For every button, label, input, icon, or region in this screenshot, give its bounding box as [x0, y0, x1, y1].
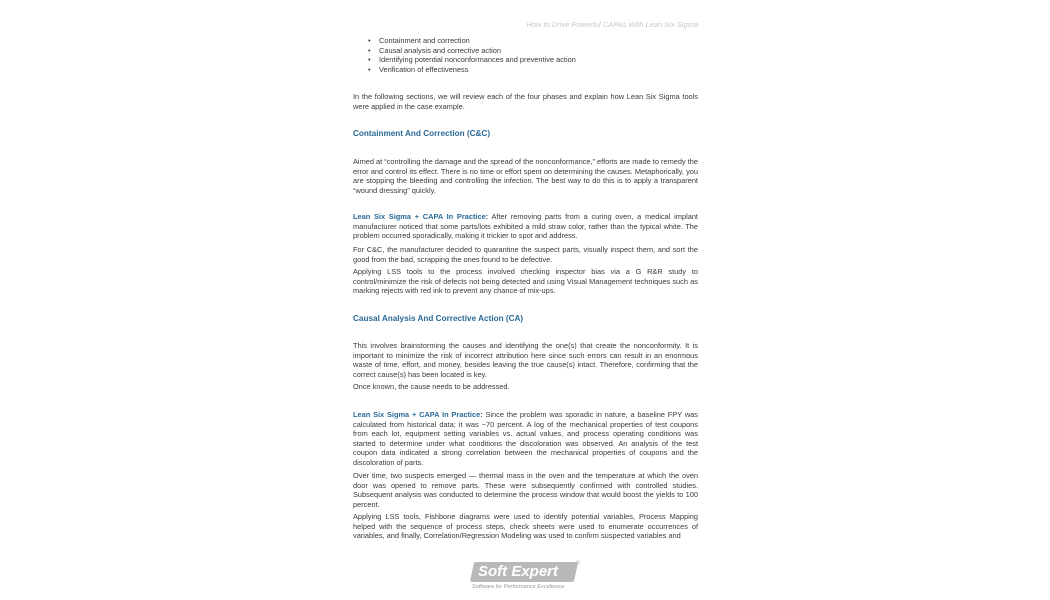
running-header: How to Drive Powerful CAPAs With Lean Six Sigma: [526, 20, 698, 29]
ca-practice-paragraph: [353, 410, 698, 468]
intro-paragraph: In the following sections, we will review each of the four phases and explain how Lean Six Sigma tools were applied in the case example.: [353, 92, 698, 111]
cc-practice-paragraph: [353, 212, 698, 241]
logo-wordmark: Soft Expert: [478, 563, 559, 580]
ca-paragraph-2: Once known, the cause needs to be addressed.: [353, 382, 510, 391]
practice-text: After removing parts from a curing oven, a medical implant manufacturer noticed that some parts/lots exhibited a mild straw color, rather than the typical white. The problem occurred sporadically, making it trickier to spot and address.: [353, 212, 698, 241]
list-item: • Containment and correction: [379, 36, 576, 46]
section-heading-ca: Causal Analysis And Corrective Action (CA): [353, 314, 524, 323]
cc-paragraph-1: Aimed at “controlling the damage and the spread of the nonconformance,” efforts are made to remedy the error and control its effect. There is no time or effort spent on determining the causes. Metaphorically, you are stopping the bleeding and controlling the infection. The best way to do this is to apply a transparent “wound dressing” quickly.: [353, 157, 698, 195]
cc-paragraph-3: Applying LSS tools to the process involved checking inspector bias via a G R&R study to control/minimize the risk of defects not being detected and using Visual Management techniques such as marking rejects with red ink to prevent any chance of mix-ups.: [353, 267, 698, 296]
ca-paragraph-3: Over time, two suspects emerged — thermal mass in the oven and the temperature at which the oven door was opened to remove parts. These were subsequently confirmed with controlled studies. Subsequent analysis was conducted to determine the process window that would boost the yields to 100 percent.: [353, 471, 698, 509]
logo-tagline: Software for Performance Excellence: [472, 584, 565, 590]
registered-mark: ®: [576, 561, 581, 567]
practice-lead: Lean Six Sigma + CAPA In Practice:: [353, 212, 489, 221]
list-item: • Causal analysis and corrective action: [379, 46, 576, 56]
cc-paragraph-2: For C&C, the manufacturer decided to quarantine the suspect parts, visually inspect them, and sort the good from the bad, scrapping the ones found to be defective.: [353, 245, 698, 264]
phase-list: [353, 36, 576, 74]
practice-lead: Lean Six Sigma + CAPA In Practice:: [353, 410, 483, 419]
ca-paragraph-4: Applying LSS tools, Fishbone diagrams were used to identify potential variables, Process Mapping helped with the sequence of process steps, check sheets were used to enumerate occurrences of variables, and finally, Correlation/Regression Modeling was used to confirm suspected variables and: [353, 512, 698, 541]
practice-text: Since the problem was sporadic in nature, a baseline FPY was calculated from historical data; it was ~70 percent. A log of the mechanical properties of test coupons from each lot, equipment setting variables vs. actual values, and process operating conditions was started to determine under what conditions the discoloration was observed. An analysis of the test coupon data indicated a strong correlation between the mechanical properties of coupons and the discoloration of parts.: [353, 410, 698, 467]
ca-paragraph-1: This involves brainstorming the causes and identifying the one(s) that create the nonconformity. It is important to minimize the risk of incorrect attribution here since such errors can result in an enormous waste of time, effort, and money, besides leaving the true cause(s) intact. Therefore, confirming that the correct cause(s) has been located is key.: [353, 341, 698, 379]
document-page: [353, 0, 698, 600]
list-item: • Identifying potential nonconformances and preventive action: [379, 55, 576, 65]
softexpert-logo: [472, 562, 582, 594]
list-item: • Verification of effectiveness: [379, 65, 576, 75]
section-heading-cc: Containment And Correction (C&C): [353, 129, 491, 138]
